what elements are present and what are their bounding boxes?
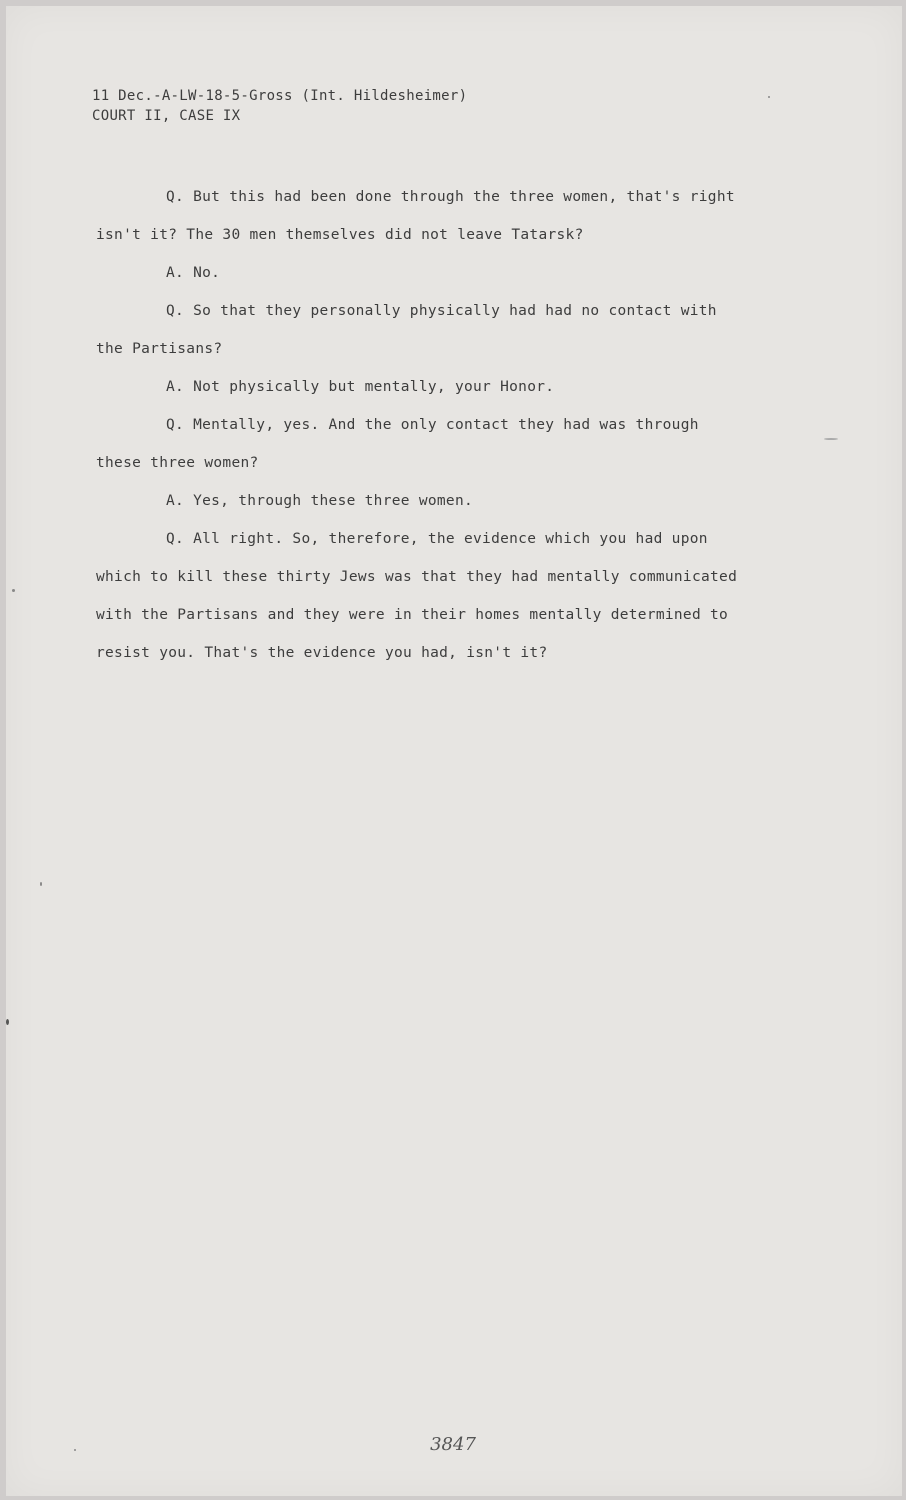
transcript-line: with the Partisans and they were in their homes mentally determined to bbox=[96, 607, 729, 623]
transcript-line: Q. But this had been done through the three women, that's right bbox=[166, 189, 735, 205]
paper-mark bbox=[824, 438, 838, 440]
header-line-1: 11 Dec.-A-LW-18-5-Gross (Int. Hildesheimer) bbox=[92, 88, 468, 104]
transcript-line: Q. So that they personally physically had had no contact with bbox=[166, 303, 717, 319]
paper-mark bbox=[40, 882, 42, 886]
transcript-line: isn't it? The 30 men themselves did not leave Tatarsk? bbox=[96, 227, 584, 243]
transcript-line: Q. Mentally, yes. And the only contact they had was through bbox=[166, 417, 699, 433]
document-page bbox=[6, 6, 902, 1496]
paper-mark bbox=[6, 1019, 9, 1025]
transcript-line: A. No. bbox=[166, 265, 221, 281]
transcript-body bbox=[96, 178, 796, 672]
transcript-line: A. Yes, through these three women. bbox=[166, 493, 474, 509]
paper-mark bbox=[74, 1449, 76, 1451]
page-number: 3847 bbox=[430, 1434, 476, 1455]
paper-mark bbox=[12, 589, 15, 592]
transcript-line: these three women? bbox=[96, 455, 259, 471]
transcript-line: the Partisans? bbox=[96, 341, 223, 357]
transcript-line: Q. All right. So, therefore, the evidence which you had upon bbox=[166, 531, 708, 547]
paper-mark bbox=[768, 96, 770, 98]
transcript-line: which to kill these thirty Jews was that they had mentally communicated bbox=[96, 569, 738, 585]
transcript-line: A. Not physically but mentally, your Honor. bbox=[166, 379, 555, 395]
transcript-line: resist you. That's the evidence you had, isn't it? bbox=[96, 645, 548, 661]
header-line-2: COURT II, CASE IX bbox=[92, 108, 241, 124]
